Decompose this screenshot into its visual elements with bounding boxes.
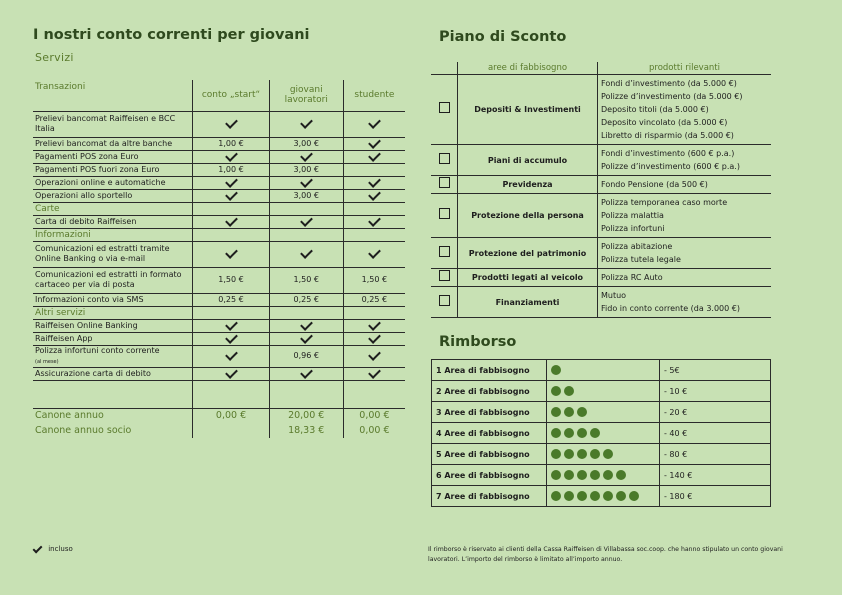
product-item: Deposito vincolato (da 5.000 €) <box>601 118 728 127</box>
checkbox[interactable] <box>439 102 450 113</box>
rimborso-value: - 20 € <box>660 402 771 423</box>
product-item: Mutuo <box>601 291 627 300</box>
row-label: Comunicazioni ed estratti tramite Online Banking o via e-mail <box>35 244 170 263</box>
rimborso-label: 7 Aree di fabbisogno <box>432 486 547 507</box>
table-row <box>33 319 405 332</box>
rimborso-dots <box>547 486 660 507</box>
dot-icon <box>616 470 626 480</box>
section-header: Carte <box>33 202 405 215</box>
area-label: Protezione della persona <box>458 194 598 238</box>
row-label: Comunicazioni ed estratti in formato cartaceo per via di posta <box>35 270 182 289</box>
check-icon <box>225 175 238 188</box>
table-row: Informazioni conto via SMS 0,25 € 0,25 € 0,25 € <box>33 293 405 306</box>
check-icon <box>368 116 381 129</box>
discount-row <box>431 194 771 238</box>
area-label: Finanziamenti <box>458 287 598 318</box>
row-label: Polizza infortuni conto corrente <box>35 345 160 355</box>
row-label: Pagamenti POS fuori zona Euro <box>35 164 160 174</box>
section-subtitle: Servizi <box>35 51 74 64</box>
rimborso-label: 4 Aree di fabbisogno <box>432 423 547 444</box>
check-icon <box>225 214 238 227</box>
product-item: Polizza abitazione <box>601 242 673 251</box>
product-item: Fondi d’investimento (600 € p.a.) <box>601 149 735 158</box>
check-icon <box>225 188 238 201</box>
row-label: Prelievi bancomat Raiffeisen e BCC Italia <box>35 114 176 133</box>
product-item: Polizze d’investimento (da 5.000 €) <box>601 92 743 101</box>
rimborso-dots <box>547 402 660 423</box>
row-label: Operazioni online e automatiche <box>35 177 166 187</box>
row-label: Pagamenti POS zona Euro <box>35 151 139 161</box>
checkbox[interactable] <box>439 246 450 257</box>
check-icon <box>368 366 381 379</box>
checkbox[interactable] <box>439 177 450 188</box>
table-row: Prelievi bancomat da altre banche 1,00 € 3,00 € <box>33 137 405 150</box>
discount-title: Piano di Sconto <box>439 29 567 45</box>
area-label: Protezione del patrimonio <box>458 238 598 269</box>
product-item: Polizza malattia <box>601 211 664 220</box>
product-item: Polizza temporanea caso morte <box>601 198 728 207</box>
dot-icon <box>616 491 626 501</box>
rimborso-row <box>432 360 771 381</box>
dot-icon <box>577 470 587 480</box>
rimborso-dots <box>547 423 660 444</box>
rimborso-table <box>431 359 771 507</box>
check-icon <box>300 366 313 379</box>
rimborso-row <box>432 465 771 486</box>
dot-icon <box>551 449 561 459</box>
product-item: Polizza RC Auto <box>601 273 663 282</box>
dot-icon <box>551 365 561 375</box>
dot-icon <box>603 449 613 459</box>
dot-icon <box>564 386 574 396</box>
rimborso-value: - 40 € <box>660 423 771 444</box>
dot-icon <box>564 470 574 480</box>
row-label: Carta di debito Raiffeisen <box>35 216 137 226</box>
check-icon <box>300 149 313 162</box>
discount-table <box>431 62 771 318</box>
rimborso-row <box>432 402 771 423</box>
rimborso-dots <box>547 444 660 465</box>
dot-icon <box>577 428 587 438</box>
dot-icon <box>564 407 574 417</box>
legend <box>33 545 73 553</box>
product-item: Polizze d’investimento (600 € p.a.) <box>601 162 740 171</box>
row-label: Raiffeisen Online Banking <box>35 320 138 330</box>
services-table <box>33 80 405 438</box>
check-icon <box>368 246 381 259</box>
discount-row <box>431 238 771 269</box>
dot-icon <box>564 491 574 501</box>
header-studente: studente <box>343 80 405 111</box>
rimborso-title: Rimborso <box>439 334 517 350</box>
rimborso-value: - 140 € <box>660 465 771 486</box>
checkbox[interactable] <box>439 295 450 306</box>
dot-icon <box>551 491 561 501</box>
check-icon <box>225 366 238 379</box>
checkbox[interactable] <box>439 153 450 164</box>
row-label: Prelievi bancomat da altre banche <box>35 138 173 148</box>
table-row <box>33 367 405 380</box>
dot-icon <box>551 428 561 438</box>
check-icon <box>368 188 381 201</box>
check-icon <box>300 246 313 259</box>
rimborso-label: 1 Area di fabbisogno <box>432 360 547 381</box>
canone-annuo-row: Canone annuo 0,00 € 20,00 € 0,00 € <box>33 408 405 423</box>
check-icon <box>368 214 381 227</box>
dot-icon <box>590 449 600 459</box>
header-prodotti: prodotti rilevanti <box>598 62 772 75</box>
check-icon <box>300 116 313 129</box>
table-row <box>33 111 405 137</box>
discount-row <box>431 287 771 318</box>
discount-header <box>431 62 771 75</box>
row-label: Operazioni allo sportello <box>35 190 133 200</box>
rimborso-label: 6 Aree di fabbisogno <box>432 465 547 486</box>
check-icon <box>225 116 238 129</box>
dot-icon <box>564 449 574 459</box>
dot-icon <box>629 491 639 501</box>
legend-label: incluso <box>48 545 73 553</box>
header-start: conto „start“ <box>193 80 269 111</box>
rimborso-row <box>432 486 771 507</box>
rimborso-row <box>432 444 771 465</box>
table-row <box>33 241 405 267</box>
check-icon <box>225 348 238 361</box>
canone-socio-row: Canone annuo socio 18,33 € 0,00 € <box>33 423 405 438</box>
row-label: Informazioni conto via SMS <box>35 294 144 304</box>
check-icon <box>368 318 381 331</box>
table-row: Pagamenti POS fuori zona Euro 1,00 € 3,00 € <box>33 163 405 176</box>
check-icon <box>368 331 381 344</box>
table-header <box>33 80 405 111</box>
dot-icon <box>551 386 561 396</box>
header-giovani: giovani lavoratori <box>269 80 343 111</box>
rimborso-value: - 180 € <box>660 486 771 507</box>
dot-icon <box>551 407 561 417</box>
section-header: Informazioni <box>33 228 405 241</box>
check-icon <box>368 175 381 188</box>
table-row <box>33 215 405 228</box>
check-icon <box>225 246 238 259</box>
page-title: I nostri conto correnti per giovani <box>33 27 310 43</box>
rimborso-row <box>432 423 771 444</box>
dot-icon <box>564 428 574 438</box>
check-icon <box>300 175 313 188</box>
check-icon <box>368 149 381 162</box>
check-icon <box>300 331 313 344</box>
check-icon <box>225 331 238 344</box>
dot-icon <box>590 491 600 501</box>
dot-icon <box>551 470 561 480</box>
product-item: Fondo Pensione (da 500 €) <box>601 180 708 189</box>
rimborso-label: 2 Aree di fabbisogno <box>432 381 547 402</box>
check-icon <box>300 318 313 331</box>
row-label: Assicurazione carta di debito <box>35 368 151 378</box>
area-label: Previdenza <box>458 176 598 194</box>
table-row <box>33 150 405 163</box>
product-item: Polizza infortuni <box>601 224 665 233</box>
checkbox[interactable] <box>439 270 450 281</box>
header-transazioni: Transazioni <box>33 80 193 111</box>
discount-row <box>431 269 771 287</box>
dot-icon <box>577 449 587 459</box>
rimborso-dots <box>547 381 660 402</box>
product-item: Libretto di risparmio (da 5.000 €) <box>601 131 734 140</box>
check-icon <box>300 214 313 227</box>
discount-row <box>431 75 771 145</box>
dot-icon <box>577 407 587 417</box>
table-row: Comunicazioni ed estratti in formato cartaceo per via di posta 1,50 € 1,50 € 1,50 € <box>33 267 405 293</box>
rimborso-label: 5 Aree di fabbisogno <box>432 444 547 465</box>
product-item: Fondi d’investimento (da 5.000 €) <box>601 79 737 88</box>
table-row: Operazioni allo sportello 3,00 € <box>33 189 405 202</box>
area-label: Piani di accumulo <box>458 145 598 176</box>
discount-row <box>431 145 771 176</box>
product-item: Fido in conto corrente (da 3.000 €) <box>601 304 740 313</box>
product-item: Polizza tutela legale <box>601 255 681 264</box>
checkbox[interactable] <box>439 208 450 219</box>
rimborso-value: - 80 € <box>660 444 771 465</box>
dot-icon <box>590 428 600 438</box>
check-icon <box>368 348 381 361</box>
rimborso-value: - 5€ <box>660 360 771 381</box>
rimborso-value: - 10 € <box>660 381 771 402</box>
table-row <box>33 176 405 189</box>
rimborso-row <box>432 381 771 402</box>
row-label: Raiffeisen App <box>35 333 93 343</box>
dot-icon <box>603 470 613 480</box>
rimborso-label: 3 Aree di fabbisogno <box>432 402 547 423</box>
discount-row <box>431 176 771 194</box>
section-header: Altri servizi <box>33 306 405 319</box>
table-row <box>33 332 405 345</box>
rimborso-dots <box>547 465 660 486</box>
check-icon <box>225 318 238 331</box>
check-icon <box>225 149 238 162</box>
dot-icon <box>577 491 587 501</box>
check-icon <box>33 544 43 554</box>
area-label: Depositi & Investimenti <box>458 75 598 145</box>
table-row: Polizza infortuni conto corrente (al mese) 0,96 € <box>33 345 405 367</box>
header-aree: aree di fabbisogno <box>458 62 598 75</box>
area-label: Prodotti legati al veicolo <box>458 269 598 287</box>
product-item: Deposito titoli (da 5.000 €) <box>601 105 709 114</box>
footnote: Il rimborso è riservato ai clienti della Cassa Raiffeisen di Villabassa soc.coop. che hanno stipulato un conto giovani lavoratori. L’importo del rimborso è limitato all’importo annuo. <box>428 546 783 563</box>
dot-icon <box>590 470 600 480</box>
rimborso-dots <box>547 360 660 381</box>
dot-icon <box>603 491 613 501</box>
check-icon <box>368 136 381 149</box>
